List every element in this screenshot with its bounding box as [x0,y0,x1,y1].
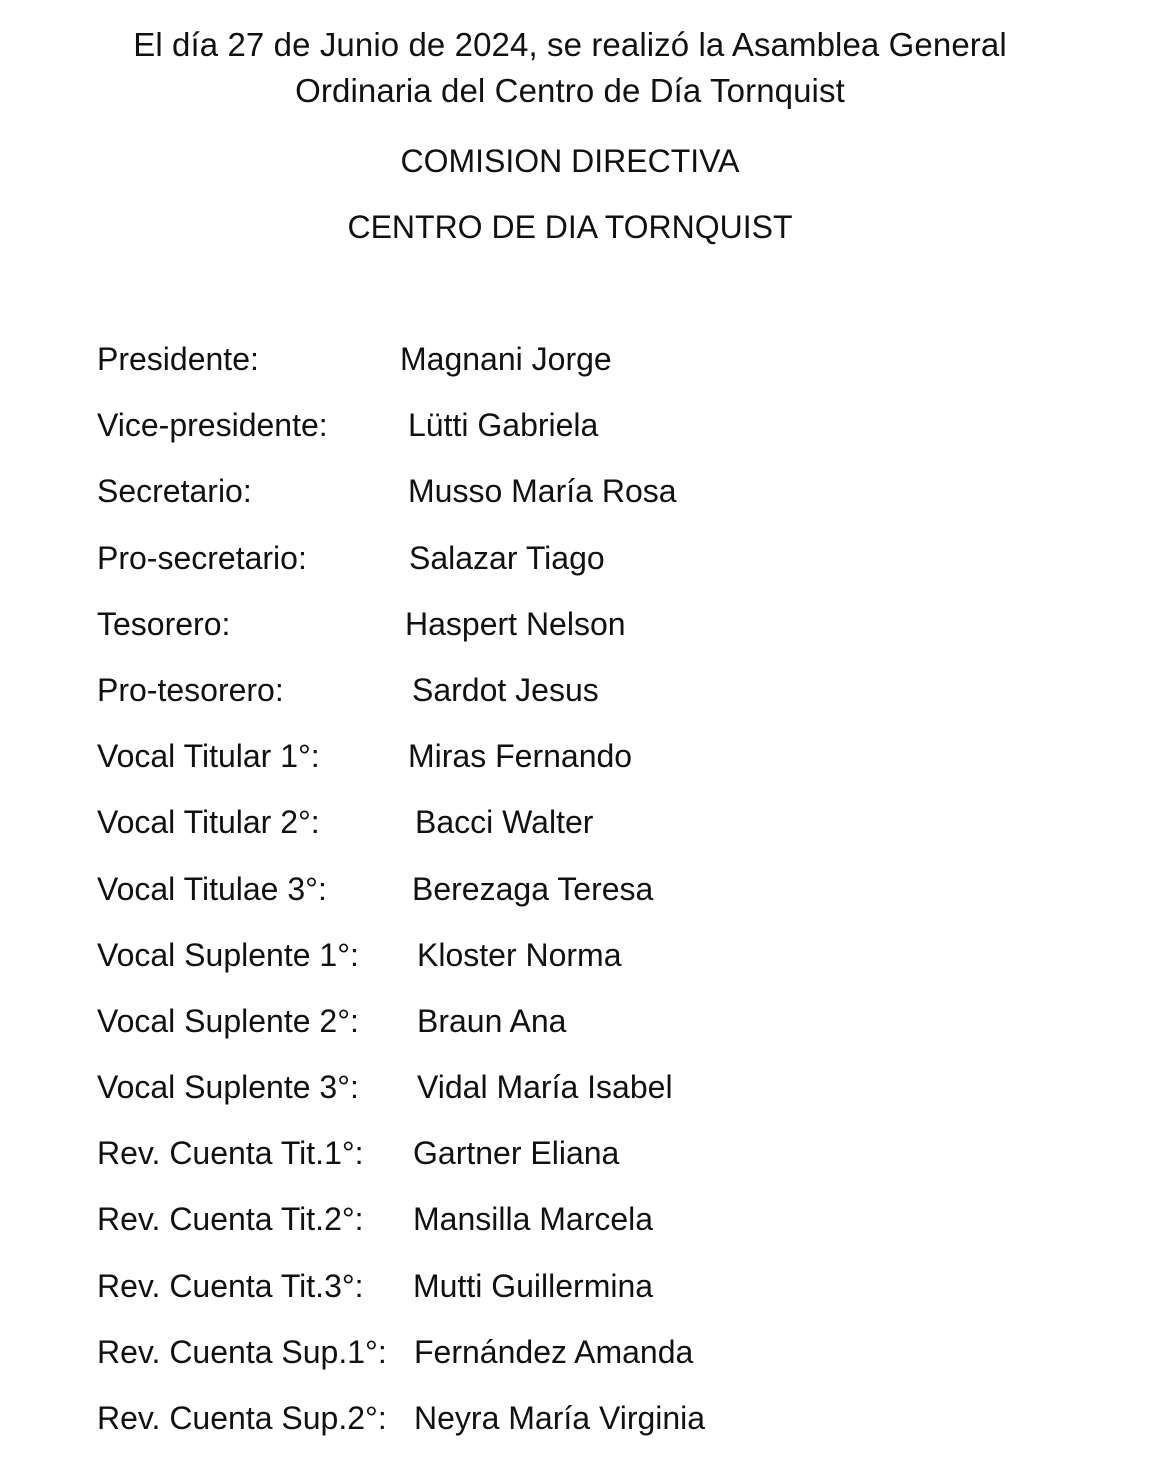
roster-row-vocal-suplente-2 [97,999,1097,1065]
roster-row-vocal-suplente-3 [97,1065,1097,1131]
member-name: Gartner Eliana [413,1135,620,1172]
roster-row-vocal-titular-1 [97,734,1097,800]
roster-row-secretary [97,469,1097,535]
member-name: Haspert Nelson [405,605,626,642]
roster-row-pro-secretary [97,536,1097,602]
member-name: Bacci Walter [415,804,594,841]
member-name: Mutti Guillermina [413,1267,654,1304]
role-label: Vocal Titulae 3°: [97,870,327,907]
member-name: Fernández Amanda [414,1333,694,1370]
heading-comision-directiva: COMISION DIRECTIVA [400,143,740,179]
role-label: Rev. Cuenta Sup.1°: [97,1333,387,1370]
member-name: Salazar Tiago [409,539,605,576]
intro-line-2: Ordinaria del Centro de Día Tornquist [295,72,845,109]
roster-row-rev-cuenta-tit-2 [97,1197,1097,1263]
roster-row-vocal-titular-3 [97,867,1097,933]
role-label: Pro-tesorero: [97,671,284,708]
roster-row-treasurer [97,602,1097,668]
roster-row-president [97,337,1097,403]
roster-row-vocal-suplente-1 [97,933,1097,999]
role-label: Pro-secretario: [97,539,307,576]
role-label: Rev. Cuenta Tit.1°: [97,1135,364,1172]
member-name: Kloster Norma [417,936,622,973]
intro-paragraph [0,22,1140,114]
member-name: Mansilla Marcela [413,1201,654,1238]
roster-row-rev-cuenta-tit-3 [97,1264,1097,1330]
member-name: Braun Ana [417,1002,567,1039]
role-label: Vocal Suplente 1°: [97,936,359,973]
roster-list [97,337,1097,1462]
member-name: Lütti Gabriela [408,407,599,444]
role-label: Rev. Cuenta Sup.2°: [97,1400,387,1436]
member-name: Neyra María Virginia [414,1400,706,1436]
role-label: Presidente: [97,341,259,377]
role-label: Vocal Titular 2°: [97,804,320,841]
role-label: Vocal Suplente 3°: [97,1069,359,1106]
member-name: Magnani Jorge [400,341,612,377]
role-label: Vocal Titular 1°: [97,738,320,775]
role-label: Rev. Cuenta Tit.3°: [97,1267,364,1304]
roster-row-rev-cuenta-tit-1 [97,1131,1097,1197]
member-name: Musso María Rosa [408,473,677,510]
member-name: Vidal María Isabel [417,1069,673,1106]
role-label: Tesorero: [97,605,231,642]
role-label: Rev. Cuenta Tit.2°: [97,1201,364,1238]
roster-row-vice-president [97,403,1097,469]
intro-line-1: El día 27 de Junio de 2024, se realizó la Asamblea General [133,26,1007,63]
role-label: Secretario: [97,473,252,510]
member-name: Berezaga Teresa [412,870,654,907]
roster-row-rev-cuenta-sup-2 [97,1396,1097,1462]
roster-row-pro-treasurer [97,668,1097,734]
role-label: Vocal Suplente 2°: [97,1002,359,1039]
role-label: Vice-presidente: [97,407,328,444]
roster-row-vocal-titular-2 [97,800,1097,866]
roster-row-rev-cuenta-sup-1 [97,1330,1097,1396]
heading-centro-de-dia: CENTRO DE DIA TORNQUIST [347,209,793,245]
member-name: Miras Fernando [408,738,633,775]
member-name: Sardot Jesus [412,671,599,708]
